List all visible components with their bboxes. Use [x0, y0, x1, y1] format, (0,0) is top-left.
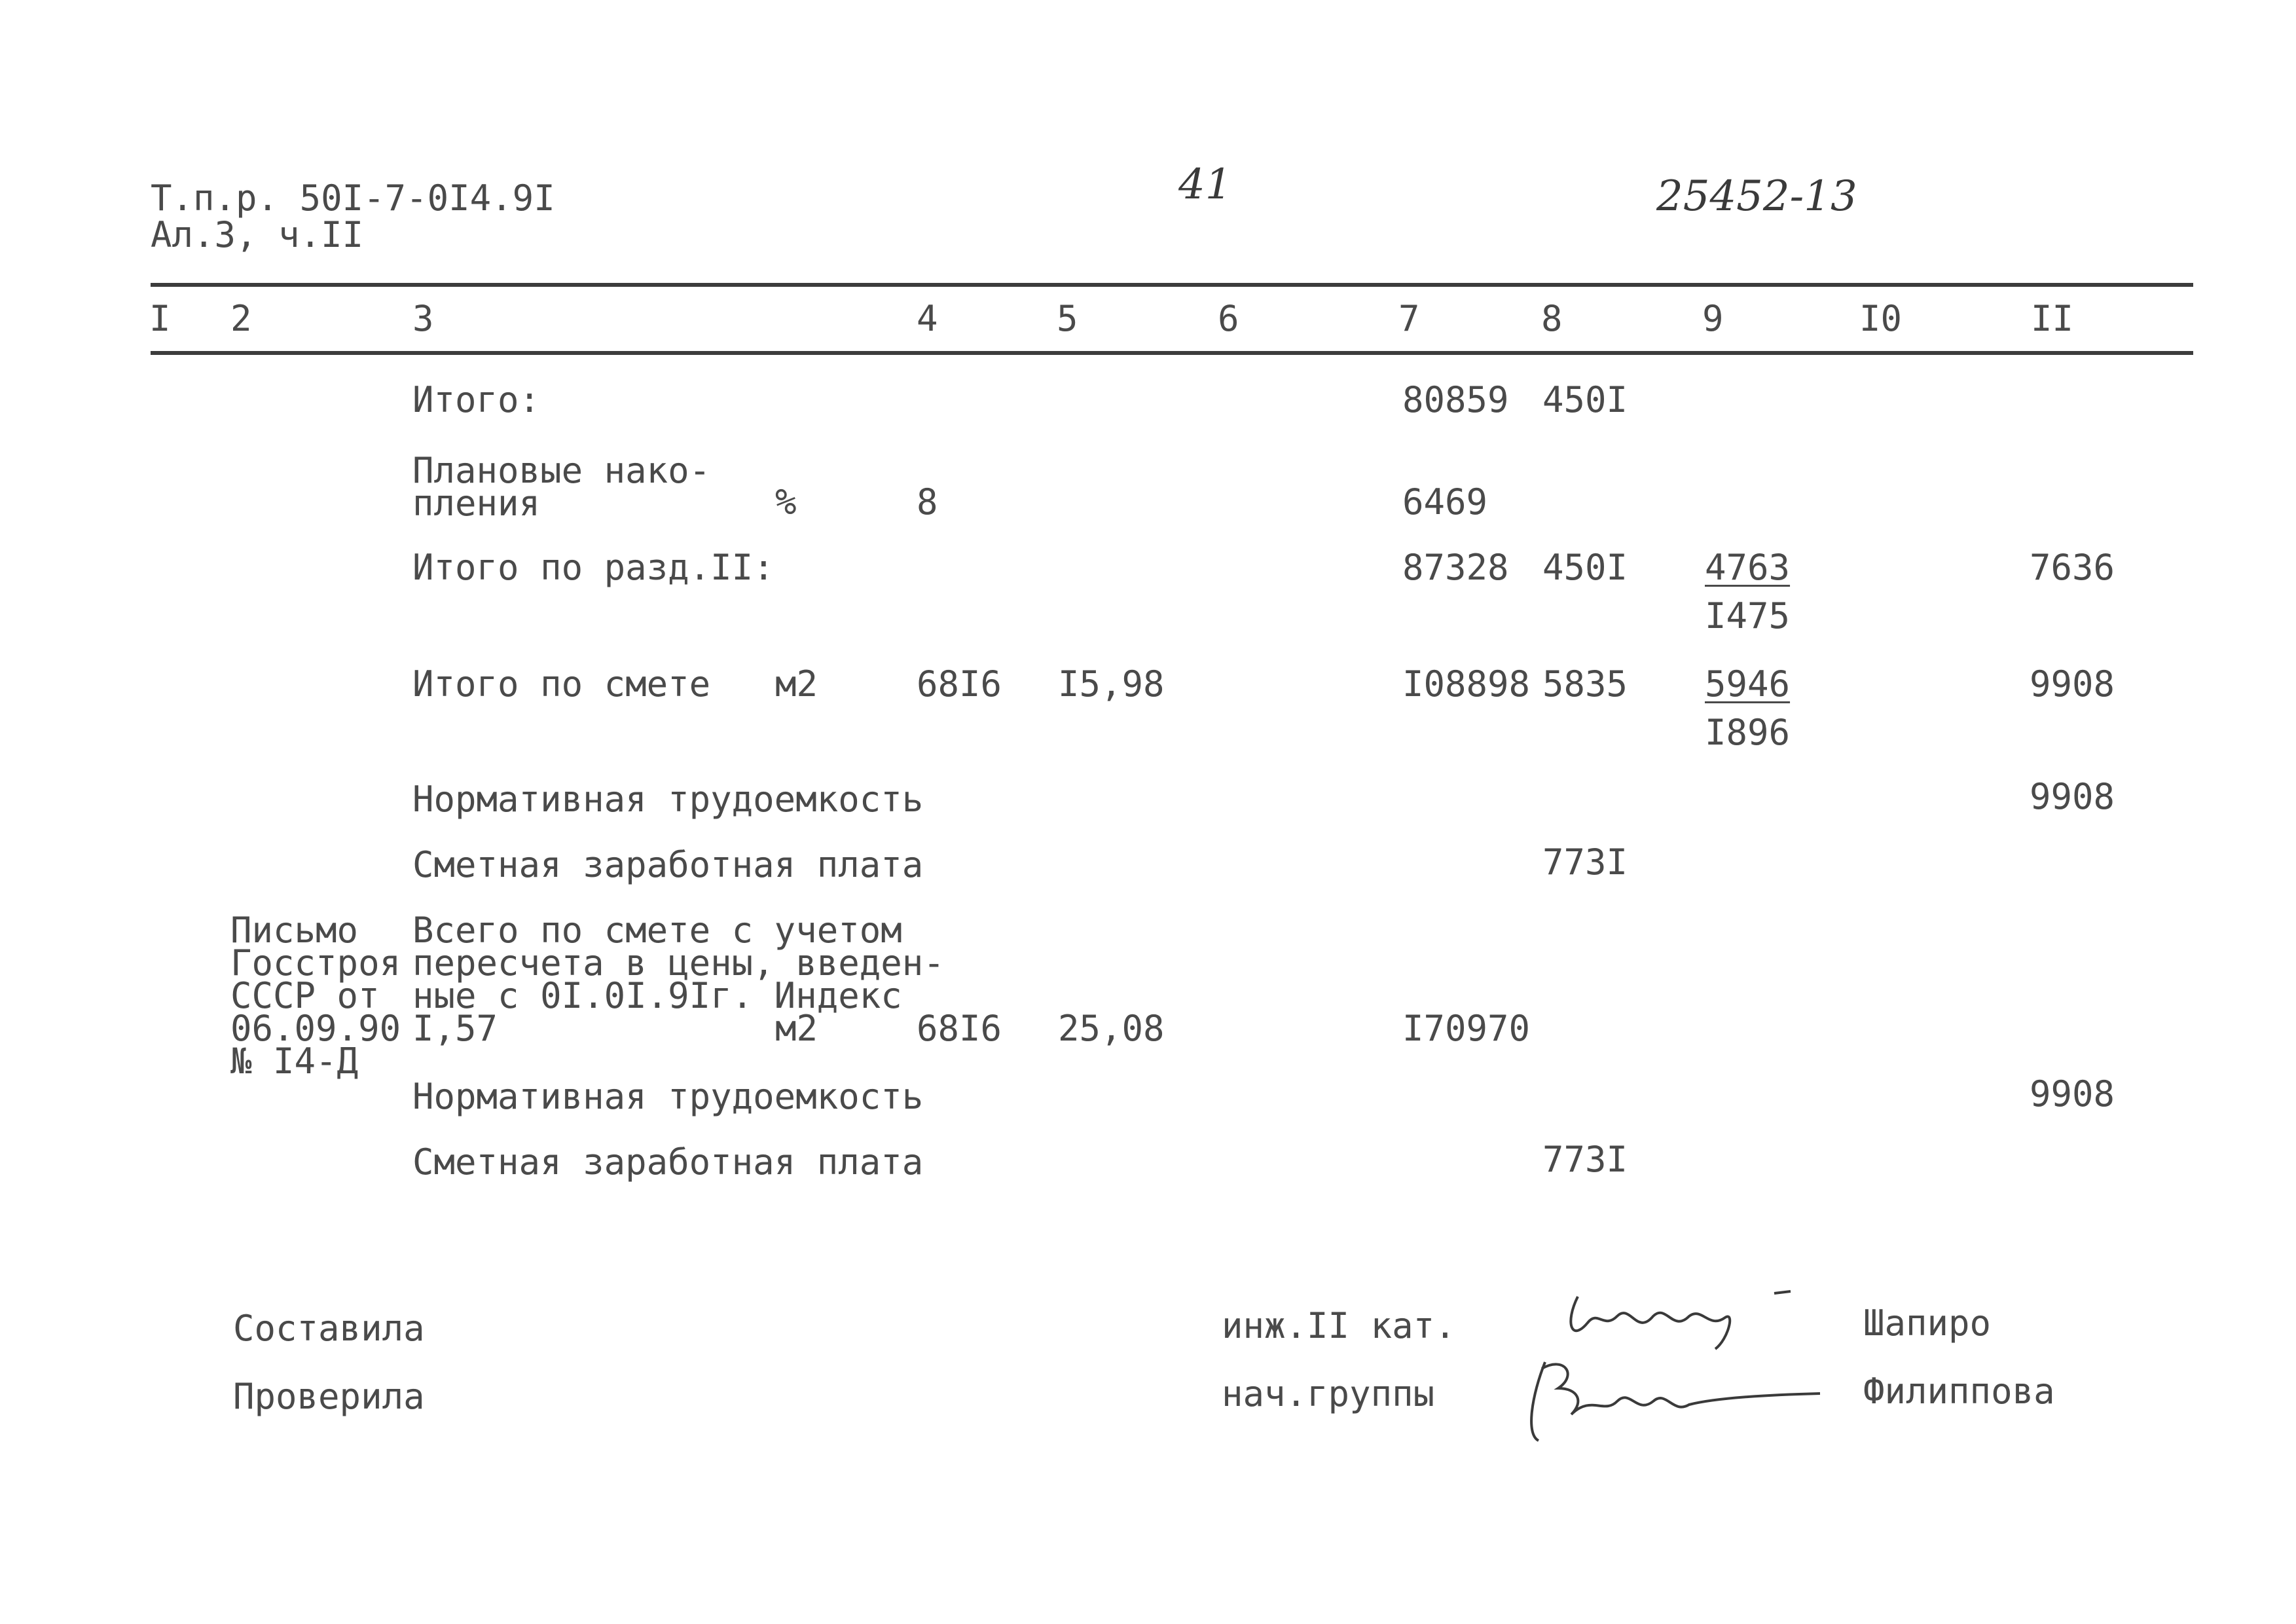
column-header: 7: [1398, 298, 1420, 339]
cell-col8: 450I: [1542, 379, 1628, 420]
cell-col7: 6469: [1402, 481, 1488, 523]
cell-unit: м2: [775, 1008, 818, 1049]
compiled-name: Шапиро: [1863, 1302, 1992, 1344]
cell-col9-denominator: I896: [1705, 712, 1791, 753]
cell-col11: 9908: [2030, 1073, 2115, 1115]
column-header: 4: [917, 298, 938, 339]
row-label: Итого:: [412, 379, 541, 420]
column-header: 5: [1057, 298, 1078, 339]
document-part: Ал.3, ч.II: [151, 214, 364, 255]
cell-unit: м2: [775, 663, 818, 705]
row-label: Итого по разд.II:: [412, 547, 774, 588]
archive-number: 25452-13: [1656, 172, 1857, 221]
cell-col7: 87328: [1402, 547, 1509, 588]
checked-name: Филиппова: [1863, 1371, 2055, 1412]
column-header: I: [149, 298, 171, 339]
reference-letter: Письмо Госстроя СССР от 06.09.90 № I4-Д: [230, 910, 401, 1082]
cell-col11: 7636: [2030, 547, 2115, 588]
cell-col5: I5,98: [1058, 663, 1165, 705]
compiled-position: инж.II кат.: [1222, 1305, 1456, 1346]
column-header: 3: [412, 298, 434, 339]
row-label: Сметная заработная плата: [412, 844, 924, 885]
cell-col8: 5835: [1542, 663, 1628, 705]
row-label: Всего по смете с учетом пересчета в цены, введен- ные с 0I.0I.9Iг. Индекс I,57: [412, 910, 945, 1049]
cell-col9-numerator: 4763: [1705, 547, 1791, 588]
table-header-rule: [151, 351, 2193, 355]
cell-col8: 773I: [1542, 1139, 1628, 1180]
cell-col5: 25,08: [1058, 1008, 1165, 1049]
column-header: I0: [1859, 298, 1903, 339]
cell-col11: 9908: [2030, 776, 2115, 817]
signature-shapiro: [1558, 1277, 1807, 1356]
row-label: Итого по смете: [412, 663, 711, 705]
table-top-rule: [151, 283, 2193, 287]
cell-col7: I70970: [1402, 1008, 1531, 1049]
compiled-label: Составила: [233, 1308, 425, 1349]
page-number: 41: [1178, 160, 1232, 209]
row-label: Сметная заработная плата: [412, 1141, 924, 1183]
row-label: Нормативная трудоемкость: [412, 1076, 924, 1117]
cell-col7: I08898: [1402, 663, 1531, 705]
signature-filippova: [1519, 1349, 1833, 1454]
cell-unit: %: [775, 481, 797, 523]
cell-col9-denominator: I475: [1705, 595, 1791, 637]
column-header: 2: [230, 298, 252, 339]
cell-col7: 80859: [1402, 379, 1509, 420]
document-code: Т.п.р. 50I-7-0I4.9I: [151, 177, 555, 219]
cell-col4: 68I6: [917, 663, 1002, 705]
column-header: 6: [1218, 298, 1239, 339]
cell-col4: 8: [917, 481, 938, 523]
column-header: II: [2031, 298, 2074, 339]
cell-col8: 773I: [1542, 841, 1628, 883]
checked-label: Проверила: [233, 1376, 425, 1417]
column-header: 8: [1541, 298, 1563, 339]
cell-col9-numerator: 5946: [1705, 663, 1791, 705]
cell-col4: 68I6: [917, 1008, 1002, 1049]
checked-position: нач.группы: [1222, 1373, 1435, 1414]
cell-col11: 9908: [2030, 663, 2115, 705]
column-header: 9: [1702, 298, 1724, 339]
row-label: Нормативная трудоемкость: [412, 779, 924, 820]
cell-col8: 450I: [1542, 547, 1628, 588]
row-label: Плановые нако- пления: [412, 450, 711, 524]
